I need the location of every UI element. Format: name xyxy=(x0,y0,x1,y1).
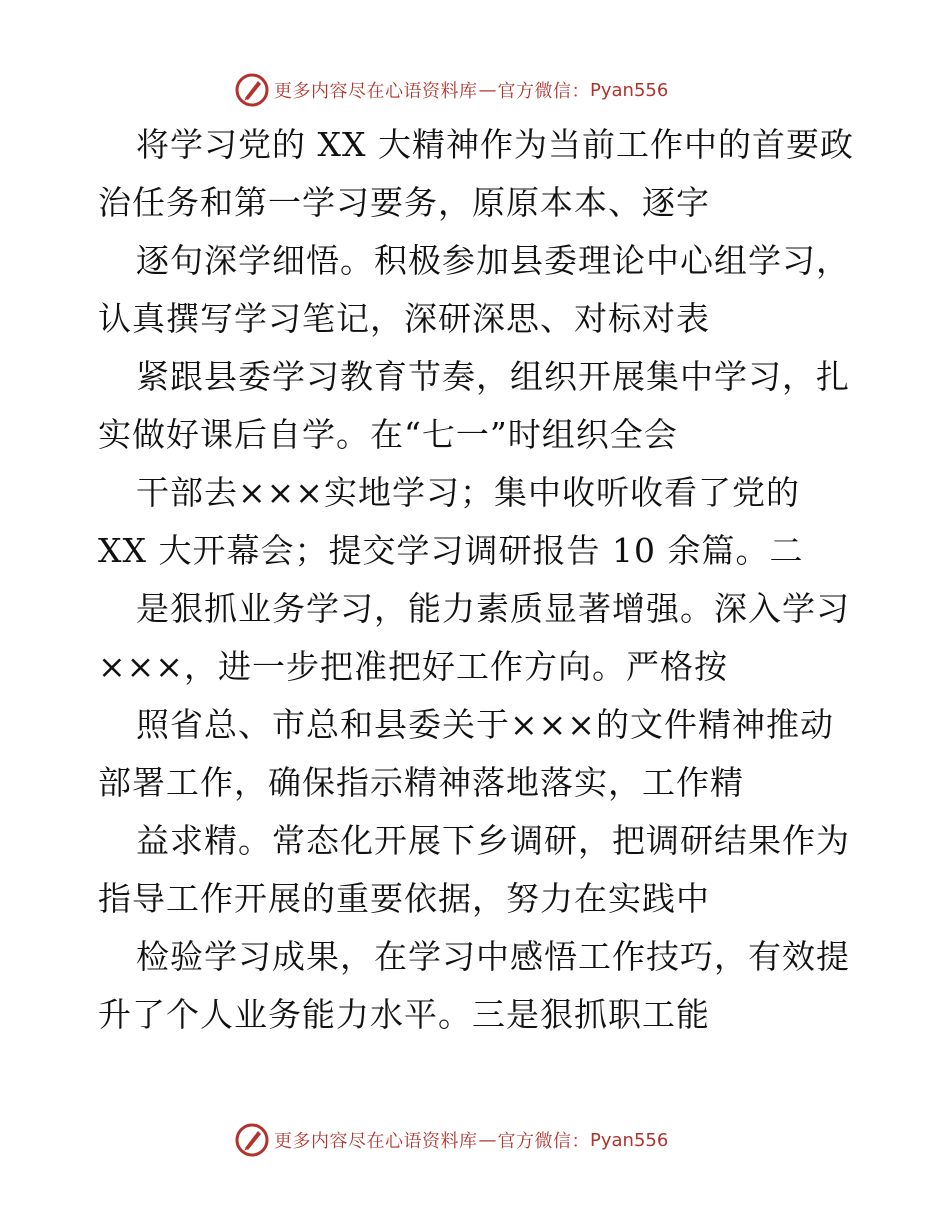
body-line: ×××，进一步把准把好工作方向。严格按 xyxy=(98,647,728,686)
body-line: 检验学习成果，在学习中感悟工作技巧，有效提 xyxy=(136,937,850,976)
body-line: 升了个人业务能力水平。三是狠抓职工能 xyxy=(98,995,710,1034)
body-line: 部署工作，确保指示精神落地落实，工作精 xyxy=(98,763,744,802)
watermark-separator: — xyxy=(478,1129,497,1151)
body-line: 指导工作开展的重要依据，努力在实践中 xyxy=(98,879,710,918)
body-line: 照省总、市总和县委关于×××的文件精神推动 xyxy=(136,705,834,744)
watermark-contact-label: 官方微信： xyxy=(497,1131,590,1152)
quill-pen-icon xyxy=(234,1122,270,1158)
watermark-contact-label: 官方微信： xyxy=(497,81,590,102)
body-line: 将学习党的 XX 大精神作为当前工作中的首要政 xyxy=(136,125,854,164)
body-line: 实做好课后自学。在“七一”时组织全会 xyxy=(98,415,678,454)
header-watermark xyxy=(234,72,668,108)
watermark-contact-id: Pyan556 xyxy=(590,1129,669,1151)
watermark-separator: — xyxy=(478,79,497,101)
body-line: 干部去×××实地学习；集中收听收看了党的 xyxy=(136,473,800,512)
quill-pen-icon xyxy=(234,72,270,108)
body-line: 治任务和第一学习要务，原原本本、逐字 xyxy=(98,183,710,222)
body-line: 紧跟县委学习教育节奏，组织开展集中学习，扎 xyxy=(136,357,850,396)
body-line: 逐句深学细悟。积极参加县委理论中心组学习， xyxy=(136,241,850,280)
body-line: 益求精。常态化开展下乡调研，把调研结果作为 xyxy=(136,821,850,860)
body-line: XX 大开幕会；提交学习调研报告 10 余篇。二 xyxy=(98,531,804,570)
watermark-contact-id: Pyan556 xyxy=(590,79,669,101)
body-line: 认真撰写学习笔记，深研深思、对标对表 xyxy=(98,299,710,338)
footer-watermark xyxy=(234,1122,668,1158)
watermark-site-text: 更多内容尽在心语资料库 xyxy=(274,1131,478,1152)
watermark-site-text: 更多内容尽在心语资料库 xyxy=(274,81,478,102)
body-line: 是狠抓业务学习，能力素质显著增强。深入学习 xyxy=(136,589,850,628)
